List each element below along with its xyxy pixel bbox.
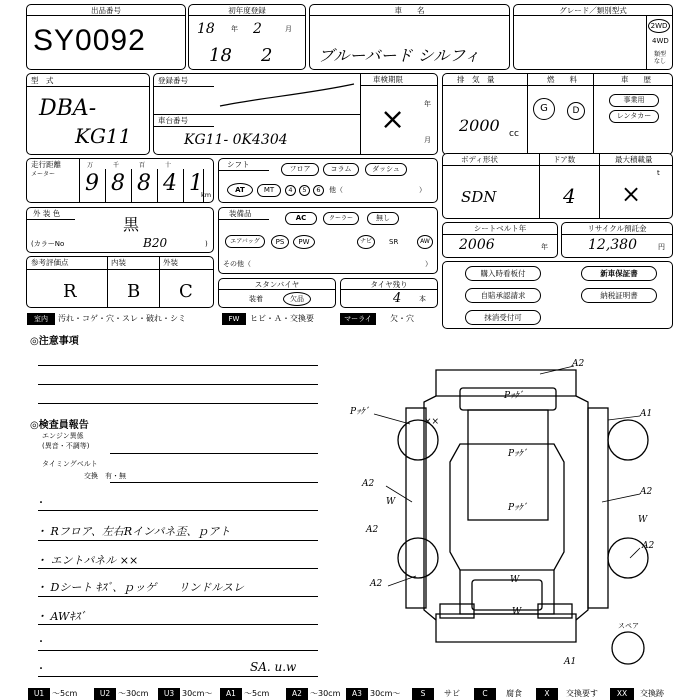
diagram-mark-a2-right: A2 [640,487,653,497]
report-line-1: ・ [36,498,46,509]
mileage-unit-juu: 十 [165,162,172,169]
mileage-digit-4: 1 [189,171,203,196]
registration-box [153,73,438,155]
shift-mt: MT [257,184,281,197]
btn-warranty: 新車保証書 [581,266,657,281]
wheel-front-right [608,420,648,460]
timing-line [110,482,318,483]
report-rule-1 [38,510,318,511]
exterior-grade-label: 外装 [163,258,178,267]
shift-6: 6 [313,185,324,196]
color-no-close: ) [205,240,208,248]
diagram-mark-a2-left: A2 [362,479,375,489]
legend-text-c: 腐食 [506,689,522,698]
btn-self-cert: 自賠承認請求 [465,288,541,303]
report-rule-4 [38,596,318,597]
chassis-number: KG11- 0K4304 [184,132,288,148]
meter-label: メーター [31,171,56,178]
report-rule-3 [38,568,318,569]
displacement-label: 排 気 量 [457,75,495,84]
interior-grade-value: B [127,281,141,302]
legend-text-a1: ～5cm [244,689,270,698]
fw-codes: ヒビ・Ａ・交換要 [250,314,314,323]
first-reg-year-unit: 年 [231,25,238,33]
registration-strike [218,80,358,110]
doors-value: 4 [563,184,576,208]
seatbelt-box [442,222,558,258]
mileage-divider-4 [183,169,184,202]
report-line-2: ・ Rフロア、左右Rインパネ歪、ｐアト [36,525,231,538]
exterior-grade-value: C [179,281,193,302]
wheel-rear-left [398,538,438,578]
legend-text-a2: ～30cm [310,689,341,698]
model-box [26,73,150,155]
legend-code-x: X [536,688,558,700]
equip-pw: PW [293,235,315,249]
score-divider-1 [107,257,108,307]
diagram-mark-w-rear1: W [510,575,520,585]
equipment-label: 装備品 [229,209,252,218]
fuel-divider-l [527,74,528,154]
legend-code-xx: XX [610,688,634,700]
diagram-mark-w-right: W [638,515,648,525]
muffler-codes: 欠・穴 [390,314,414,323]
diagram-mark-a1-bottom: A1 [564,657,577,667]
engine-label: エンジン異係 [42,432,84,440]
shift-4: 4 [285,185,296,196]
shift-column: コラム [323,163,359,176]
shift-label: シフト [227,160,250,169]
diagram-mark-p-roof: Pｯｹﾞ [508,449,528,459]
shift-5: 5 [299,185,310,196]
chassis-label: 車台番号 [158,116,188,125]
diagram-mark-a2-front: A2 [572,359,585,369]
legend-text-u3: 30cm～ [182,689,213,698]
muffler-tag: マーライ [340,313,376,325]
shift-at: AT [227,183,253,197]
cabin-outline [450,444,564,570]
fuel-label: 燃 料 [547,75,577,84]
diagram-mark-p-center: Pｯｹﾞ [508,503,528,513]
right-side-panel [588,408,608,608]
capacity-label: 最大積載量 [615,155,653,164]
btn-inspection-plate: 購入時看板付 [465,266,541,281]
legend-code-u3: U3 [158,688,180,700]
standby-gone: 欠品 [283,292,311,306]
seatbelt-label: シートベルト年 [443,223,557,235]
interior-grade-label: 内装 [111,258,126,267]
lot-number: SY0092 [33,24,146,57]
equip-other-close: ） [425,260,432,268]
doors-divider-r [599,154,600,218]
mileage-km: km [201,191,212,199]
color-rule [27,219,75,220]
mileage-digit-3: 4 [163,171,177,196]
drive-2wd-mark: 2WD [648,19,670,33]
first-reg-year: 18 [209,45,232,66]
equip-other: その他（ [223,260,251,268]
shift-rule [219,170,269,171]
first-reg-month-unit: 月 [285,25,292,33]
legend-code-s: S [412,688,434,700]
btn-tax: 納税証明書 [581,288,657,303]
diagram-mark-xx: ×× [424,417,440,427]
registration-rule [154,86,214,87]
grade-label: グレード／類別型式 [514,5,672,16]
tire-unit: 本 [419,295,426,303]
history-business: 事業用 [609,94,659,107]
engine-sub: (異音・不調等) [42,442,90,450]
history-label: 車 歴 [621,75,651,84]
diagram-mark-a2-left2: A2 [366,525,379,535]
spare-label: スペア [618,622,639,630]
report-rule-6 [38,650,318,651]
engine-line [110,453,318,454]
equip-ac: AC [285,212,317,225]
mileage-digit-0: 9 [85,171,99,196]
recycle-label: リサイクル預託金 [562,223,672,235]
displacement-box [442,73,673,155]
report-title: ◎検査員報告 [30,420,89,431]
legend-text-xx: 交換跡 [640,689,664,698]
grade-box [513,4,673,70]
displacement-unit: cc [509,129,519,139]
equip-sr: SR [389,238,399,246]
equip-ps: PS [271,235,289,249]
mileage-digit-2: 8 [137,171,151,196]
legend-code-c: C [474,688,496,700]
tire-label: タイヤ残り [341,279,437,290]
vehicle-name-label: 車 名 [310,5,509,16]
legend-code-a1: A1 [220,688,242,700]
chassis-rule [154,126,214,127]
capacity-unit: t [657,169,660,177]
color-box [26,207,214,253]
mileage-unit-sen: 千 [113,162,120,169]
body-value: SDN [461,188,497,206]
legend-code-u1: U1 [28,688,50,700]
inspection-year-unit: 年 [424,100,431,108]
drive-divider [646,16,647,69]
standby-yes: 装着 [249,295,263,303]
front-edge-right [576,396,588,620]
mileage-unit-man: 万 [87,162,94,169]
registration-label: 登録番号 [158,76,188,85]
lot-number-box [26,4,186,70]
recycle-value: 12,380 [588,237,637,253]
color-no-value: B20 [143,236,168,250]
report-line-7: ・ [36,664,46,675]
mileage-digit-1: 8 [111,171,125,196]
legend-text-s: サビ [444,689,460,698]
inspection-month-unit: 月 [424,136,431,144]
inspector-sign: SA. u.w [250,660,297,674]
tire-box [340,278,438,308]
spare-wheel [612,632,644,664]
report-line-6: ・ [36,637,46,648]
doors-label: ドア数 [553,155,576,164]
displacement-value: 2000 [459,116,500,135]
tire-value: 4 [393,291,402,306]
report-line-3: ・ エントパネル ×× [36,554,139,567]
history-rental: レンタカー [609,110,659,123]
capacity-value: × [621,180,642,208]
equip-aw: AW [417,235,433,249]
legend-text-u2: ～30cm [118,689,149,698]
inspection-value: × [380,102,406,137]
caution-line-1 [38,365,318,366]
body-box [442,153,673,219]
model-code: DBA- [39,96,97,121]
report-rule-7 [38,676,318,677]
recycle-unit: 円 [658,243,665,251]
score-rule [27,269,213,270]
legend-text-a3: 30cm～ [370,689,401,698]
shift-floor: フロア [281,163,319,176]
equipment-rule [219,219,269,220]
legend-code-a2: A2 [286,688,308,700]
doors-divider-l [539,154,540,218]
equip-airbag: エアバッグ [225,235,265,248]
shift-box [218,158,438,203]
seatbelt-year: 2006 [459,237,495,253]
diagram-mark-w-left: W [386,497,396,507]
score-label: 参考評価点 [31,258,69,267]
standby-box [218,278,336,308]
shift-other: 他（ [329,186,343,194]
mileage-divider-0 [79,159,80,202]
color-value: 黒 [123,215,140,234]
score-value: R [63,281,77,302]
first-registration-box [188,4,306,70]
btn-cancel: 抹消受付可 [465,310,541,325]
shift-other-close: ） [419,186,426,194]
mileage-unit-hyaku: 百 [139,162,146,169]
equip-navi: ナビ [357,235,375,249]
timing-label: タイミングベルト [42,460,98,468]
legend-text-x: 交換要す [566,689,598,698]
diagram-mark-p-fl: Pｯｹﾞ [350,407,370,417]
vehicle-name: ブルーバード シルフィ [318,46,480,65]
inspection-divider [360,86,361,154]
interior-codes: 汚れ・コゲ・穴・スレ・破れ・シミ [58,314,186,323]
body-label: ボディ形状 [461,155,498,164]
fuel-diesel: D [567,102,585,120]
caution-line-2 [38,384,318,385]
seatbelt-unit: 年 [541,243,548,251]
report-line-5: ・ AWｷｽﾞ [36,610,86,623]
inspection-label: 車検期限 [373,75,403,84]
score-divider-2 [159,257,160,307]
color-label: 外 装 色 [33,209,61,218]
documents-box [442,261,673,329]
fuel-divider-r [593,74,594,154]
model-label-rule [27,86,149,87]
model-code-2: KG11 [75,124,132,148]
rear-light-left [440,604,474,618]
fw-tag: FW [222,313,246,325]
equip-none: 無し [367,212,399,225]
first-registration-label: 初年度登録 [189,5,305,16]
diagram-mark-p-hood: Pｯｹﾞ [504,391,524,401]
legend-code-u2: U2 [94,688,116,700]
equip-cooler: クーラー [323,212,359,225]
fuel-gas: G [533,98,555,120]
standby-label: スタンバイヤ [219,279,335,290]
legend-text-u1: ～5cm [52,689,78,698]
first-reg-month: 2 [261,45,273,66]
mileage-box [26,158,214,203]
diagram-mark-a2-rear-right: A2 [642,541,655,551]
car-diagram [340,352,670,685]
trunk-outline [472,580,542,610]
first-reg-year-top: 18 [197,21,215,37]
diagram-mark-w-rear2: W [512,607,522,617]
color-no-label: (カラーNo [31,240,65,248]
caution-line-3 [38,403,318,404]
model-label: 型 式 [31,76,54,85]
shift-dash: ダッシュ [365,163,407,176]
lot-number-label: 出品番号 [27,5,185,16]
diagram-mark-a2-left3: A2 [370,579,383,589]
report-rule-5 [38,624,318,625]
first-reg-month-top: 2 [253,21,262,37]
interior-tag: 室内 [27,313,55,325]
mileage-label: 走行距離 [31,160,61,169]
inspection-label-box [360,74,437,86]
equipment-box [218,207,438,274]
legend-code-a3: A3 [346,688,368,700]
mileage-divider-2 [131,169,132,202]
drive-4wd: 4WD [652,37,669,45]
report-rule-2 [38,540,318,541]
recycle-box [561,222,673,258]
diagram-mark-a1-fr: A1 [640,409,653,419]
vehicle-name-box [309,4,510,70]
report-line-4: ・ Dシート ｷｽﾞ、ｐッゲ リンドルスレ [36,581,244,594]
mileage-divider-3 [157,169,158,202]
mileage-divider-1 [105,169,106,202]
score-box [26,256,214,308]
rear-light-right [538,604,572,618]
timing-sub: 交換 有・無 [84,472,126,480]
drive-other: 類型 なし [654,51,667,65]
caution-title: ◎注意事項 [30,336,79,347]
